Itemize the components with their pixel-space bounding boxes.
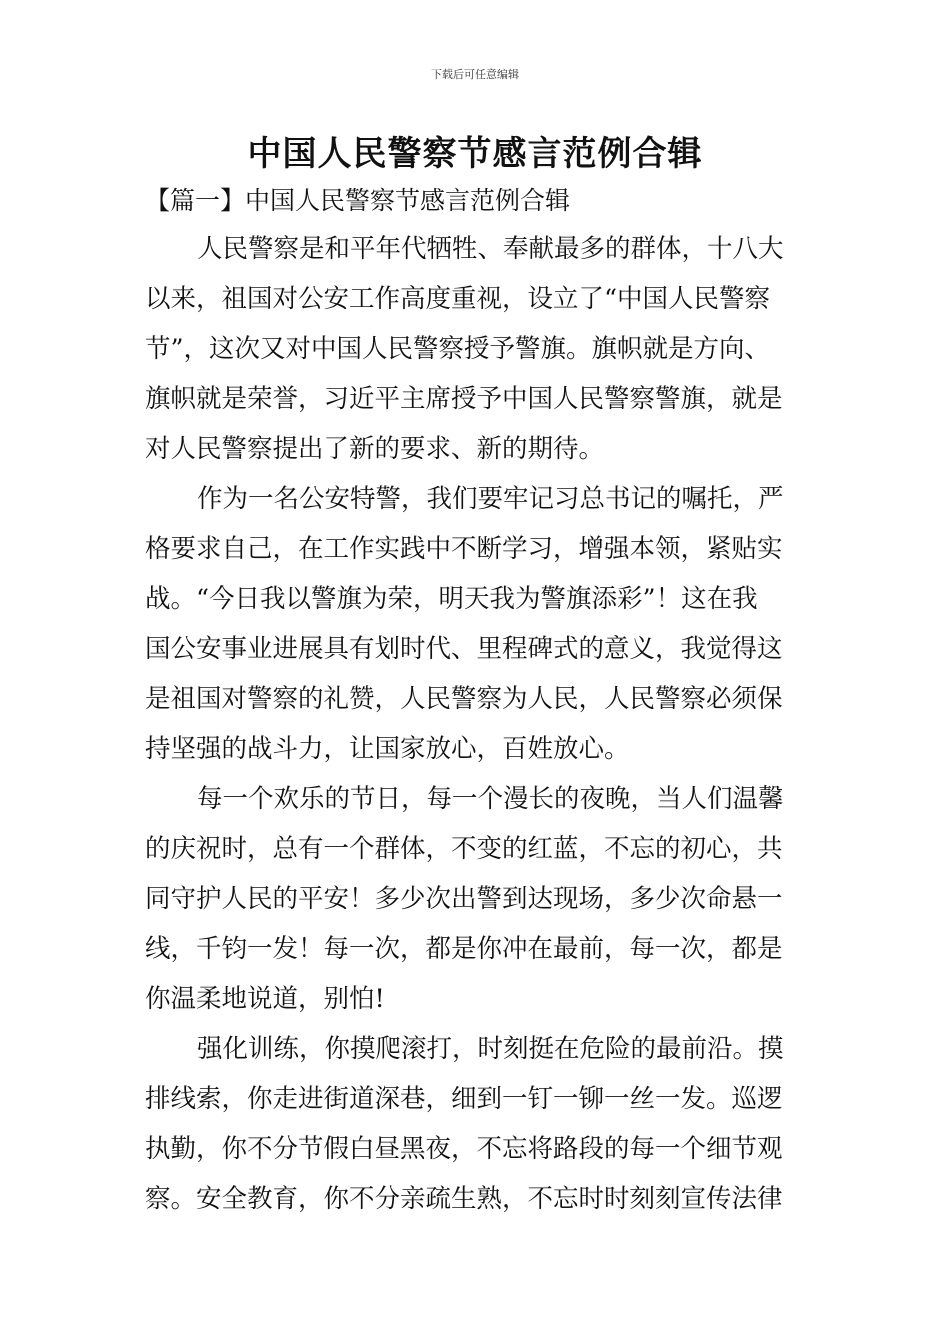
body-line: 格要求自己，在工作实践中不断学习，增强本领，紧贴实 — [145, 534, 783, 564]
body-line: 排线索，你走进街道深巷，细到一钉一铆一丝一发。巡逻 — [145, 1084, 783, 1114]
body-line: 你温柔地说道，别怕! — [145, 984, 385, 1014]
body-line: 的庆祝时，总有一个群体，不变的红蓝，不忘的初心，共 — [145, 834, 783, 864]
body-line: 人民警察是和平年代牺牲、奉献最多的群体，十八大 — [197, 234, 784, 264]
body-line: 强化训练，你摸爬滚打，时刻挺在危险的最前沿。摸 — [197, 1034, 784, 1064]
document-body — [145, 224, 805, 1224]
body-line: 战。“今日我以警旗为荣，明天我为警旗添彩”！这在我 — [145, 584, 758, 614]
body-line: 每一个欢乐的节日，每一个漫长的夜晚，当人们温馨 — [197, 784, 784, 814]
section-heading: 【篇一】中国人民警察节感言范例合辑 — [145, 186, 571, 215]
body-line: 节”，这次又对中国人民警察授予警旗。旗帜就是方向、 — [145, 334, 771, 364]
body-line: 国公安事业进展具有划时代、里程碑式的意义，我觉得这 — [145, 634, 783, 664]
body-line: 线，千钧一发！每一次，都是你冲在最前，每一次，都是 — [145, 934, 783, 964]
body-line: 以来，祖国对公安工作高度重视，设立了“中国人民警察 — [145, 284, 771, 314]
body-line: 作为一名公安特警，我们要牢记习总书记的嘱托，严 — [197, 484, 784, 514]
body-line: 同守护人民的平安！多少次出警到达现场，多少次命悬一 — [145, 884, 783, 914]
body-line: 执勤，你不分节假白昼黑夜，不忘将路段的每一个细节观 — [145, 1134, 783, 1164]
document-title: 中国人民警察节感言范例合辑 — [247, 134, 703, 174]
body-line: 对人民警察提出了新的要求、新的期待。 — [145, 434, 605, 464]
body-line: 是祖国对警察的礼赞，人民警察为人民，人民警察必须保 — [145, 684, 783, 714]
page-header: 下载后可任意编辑 — [431, 68, 519, 81]
body-line: 察。安全教育，你不分亲疏生熟，不忘时时刻刻宣传法律 — [145, 1184, 783, 1214]
body-line: 持坚强的战斗力，让国家放心，百姓放心。 — [145, 734, 630, 764]
body-line: 旗帜就是荣誉，习近平主席授予中国人民警察警旗，就是 — [145, 384, 783, 414]
